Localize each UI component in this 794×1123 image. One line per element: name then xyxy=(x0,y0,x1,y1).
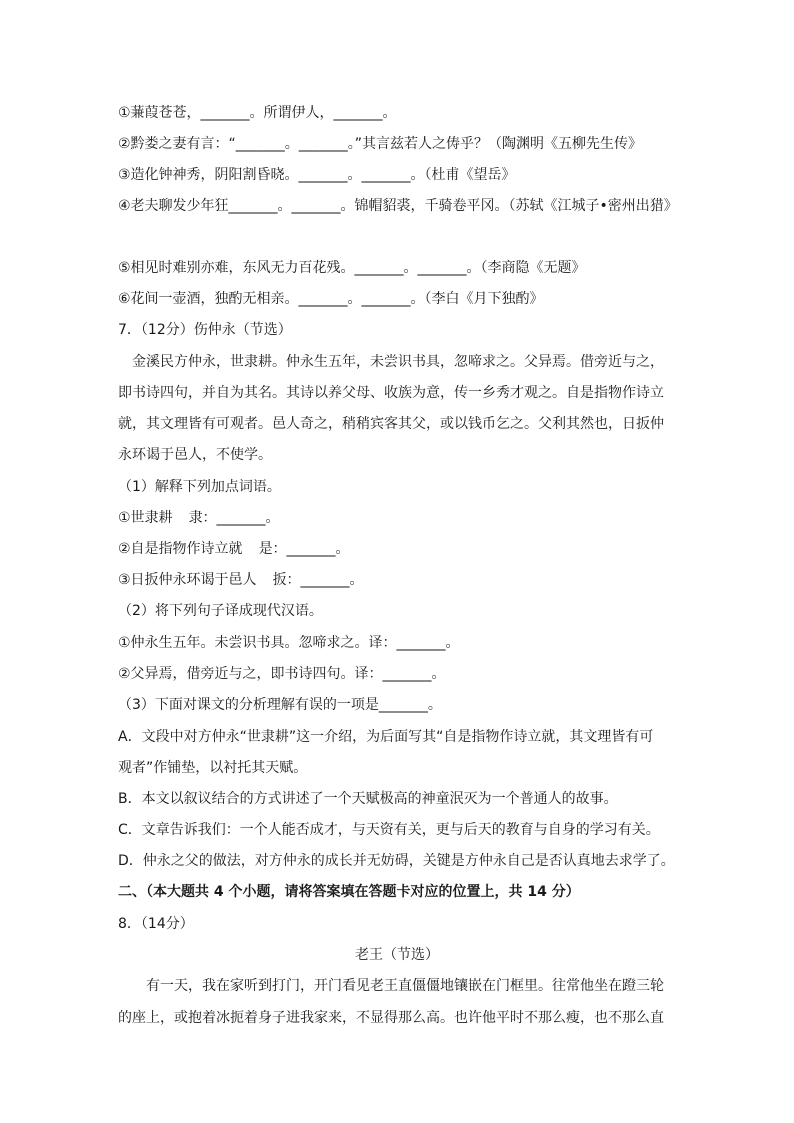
q7-option-b: B．本文以叙议结合的方式讲述了一个天赋极高的神童泯灭为一个普通人的故事。 xyxy=(118,791,618,807)
q7-sub1-item-blank: 隶：_______。 xyxy=(188,510,280,526)
q7-sub2-prompt: （2）将下列句子译成现代汉语。 xyxy=(118,603,323,619)
q7-sub1-item xyxy=(118,508,678,528)
q7-sub1-item-text: ①世隶耕 xyxy=(118,510,173,526)
memorization-q6: ⑥花间一壶酒，独酌无相亲。_______。_______。（李白《月下独酌》 xyxy=(118,291,544,307)
memorization-q4: ④老夫聊发少年狂_______。_______。锦帽貂裘，千骑卷平冈。（苏轼《江城子•密州出猎》 xyxy=(118,198,678,214)
q7-sub1-item-blank: 是：_______。 xyxy=(258,541,350,557)
passage-line: 有一天，我在家听到打门，开门看见老王直僵僵地镶嵌在门框里。往常他坐在蹬三轮 xyxy=(146,978,664,994)
q7-sub2-item: ①仲永生五年。未尝识书具。忽啼求之。译：_______。 xyxy=(118,635,460,651)
memorization-q3: ③造化钟神秀，阴阳割昏晓。_______。_______。（杜甫《望岳》 xyxy=(118,167,516,183)
section-two-heading: 二、（本大题共 4 个小题，请将答案填在答题卡对应的位置上，共 14 分） xyxy=(118,884,580,900)
q7-passage-line: 永环谒于邑人，不使学。 xyxy=(118,447,272,463)
q7-sub3-prompt: （3）下面对课文的分析理解有误的一项是_______。 xyxy=(118,697,442,713)
passage-title: 老王（节选） xyxy=(355,947,439,963)
memorization-q1: ①蒹葭苍苍，_______。所谓伊人，_______。 xyxy=(118,105,397,121)
passage-line: 的座上，或抱着冰扼着身子进我家来，不显得那么高。也许他平时不那么瘦，也不那么直 xyxy=(118,1010,664,1026)
q7-sub1-item-blank: 扳：_______。 xyxy=(272,572,364,588)
q7-passage-line: 就，其文理皆有可观者。邑人奇之，稍稍宾客其父，或以钱币乞之。父利其然也，日扳仲 xyxy=(118,416,664,432)
q7-sub1-item xyxy=(118,539,678,559)
q7-sub1-prompt: （1）解释下列加点词语。 xyxy=(118,479,281,495)
q7-option-a-cont: 观者”作铺垫，以衬托其天赋。 xyxy=(118,760,308,776)
q7-sub1-item xyxy=(118,570,678,590)
q7-title: 7．（12分）伤仲永（节选） xyxy=(118,322,292,338)
q7-sub2-item: ②父异焉，借旁近与之，即书诗四句。译：_______。 xyxy=(118,666,446,682)
q7-option-a: A．文段中对方仲永“世隶耕”这一介绍，为后面写其“自是指物作诗立就，其文理皆有可 xyxy=(118,729,654,745)
q7-sub1-item-text: ③日扳仲永环谒于邑人 xyxy=(118,572,257,588)
q7-option-c: C．文章告诉我们：一个人能否成才，与天资有关，更与后天的教育与自身的学习有关。 xyxy=(118,822,660,838)
q7-sub1-item-text: ②自是指物作诗立就 xyxy=(118,541,243,557)
q7-passage-line: 金溪民方仲永，世隶耕。仲永生五年，未尝识书具，忽啼求之。父异焉。借旁近与之， xyxy=(132,354,664,370)
q7-option-d: D．仲永之父的做法，对方仲永的成长并无妨碍，关键是方仲永自己是否认真地去求学了。 xyxy=(118,853,675,869)
memorization-q2: ②黔娄之妻有言：“_______。_______。”其言兹若人之俦乎？（陶渊明《五柳先生传》 xyxy=(118,136,643,152)
memorization-q5: ⑤相见时难别亦难，东风无力百花残。_______。_______。（李商隐《无题》 xyxy=(118,260,586,276)
q7-passage-line: 即书诗四句，并自为其名。其诗以养父母、收族为意，传一乡秀才观之。自是指物作诗立 xyxy=(118,385,664,401)
q8-title: 8．（14分） xyxy=(118,916,194,932)
